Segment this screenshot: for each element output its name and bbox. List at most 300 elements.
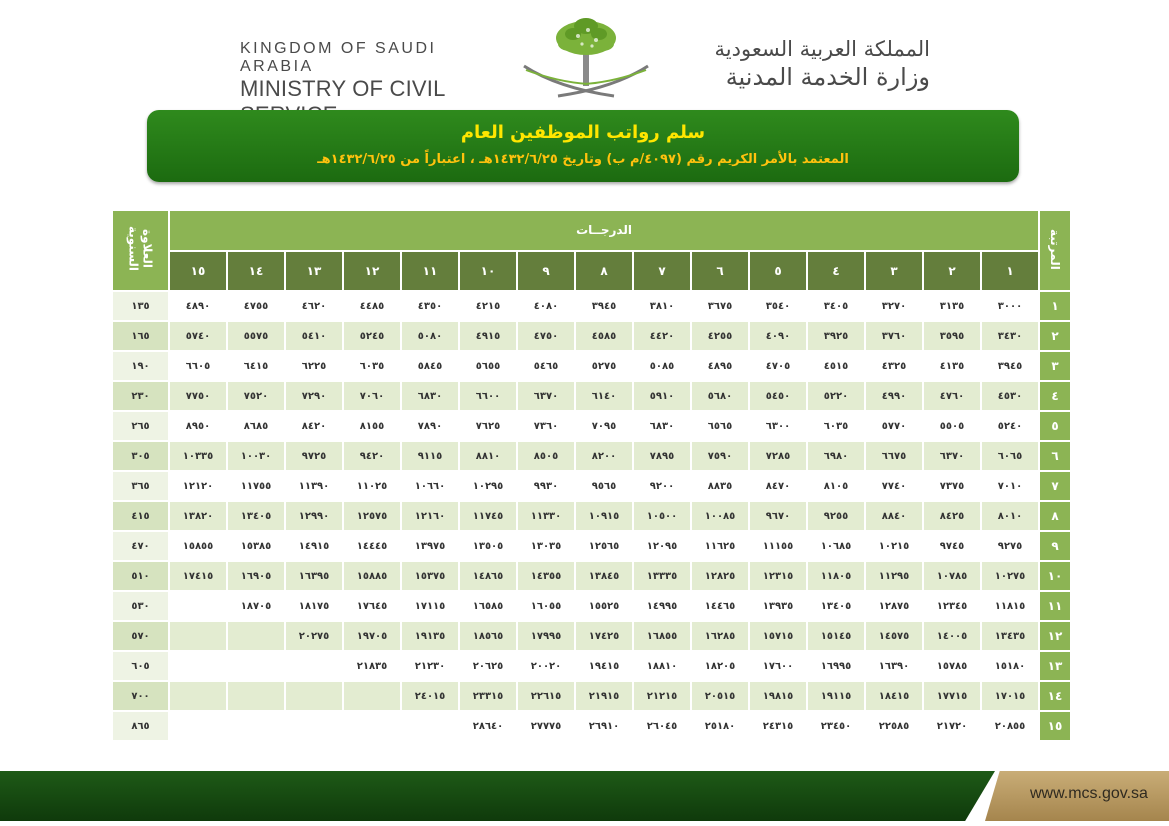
salary-cell: ١٧٧١٥ bbox=[924, 682, 980, 710]
salary-cell: ١٥١٤٥ bbox=[808, 622, 864, 650]
salary-cell: ٩٧٢٥ bbox=[286, 442, 342, 470]
banner-subtitle: المعتمد بالأمر الكريم رقم (٤٠٩٧/م ب) وتاريخ ١٤٣٢/٦/٢٥هـ ، اعتباراً من ١٤٣٢/٦/٢٥هـ bbox=[317, 152, 849, 167]
salary-cell: ٢١٩١٥ bbox=[576, 682, 632, 710]
salary-cell: ٩٩٣٠ bbox=[518, 472, 574, 500]
salary-cell: ٢٨٦٤٠ bbox=[460, 712, 516, 740]
salary-cell bbox=[170, 622, 226, 650]
salary-cell: ٧٣٦٠ bbox=[518, 412, 574, 440]
salary-cell: ٩٦٧٠ bbox=[750, 502, 806, 530]
salary-cell: ٧٧٥٠ bbox=[170, 382, 226, 410]
salary-cell: ١٦٣٩٠ bbox=[866, 652, 922, 680]
allowance-cell: ٨٦٥ bbox=[113, 712, 168, 740]
salary-cell: ٤٥١٥ bbox=[808, 352, 864, 380]
salary-cell: ١٢٣٤٥ bbox=[924, 592, 980, 620]
salary-cell: ١٣٤٣٥ bbox=[982, 622, 1038, 650]
grade-number-header: ١٣ bbox=[286, 252, 342, 291]
salary-cell: ٧٨٩٠ bbox=[402, 412, 458, 440]
salary-cell: ١٣٨٤٥ bbox=[576, 562, 632, 590]
rank-cell: ١ bbox=[1040, 292, 1070, 320]
salary-cell: ١٢٨٢٥ bbox=[692, 562, 748, 590]
rank-cell: ٩ bbox=[1040, 532, 1070, 560]
rank-cell: ٧ bbox=[1040, 472, 1070, 500]
salary-cell: ٣٩٢٥ bbox=[808, 322, 864, 350]
salary-cell: ٣٥٤٠ bbox=[750, 292, 806, 320]
salary-cell: ١٤٩١٥ bbox=[286, 532, 342, 560]
salary-cell: ١٣٠٣٥ bbox=[518, 532, 574, 560]
table-row bbox=[113, 652, 1070, 680]
salary-cell bbox=[286, 712, 342, 740]
salary-cell: ١٥٨٨٥ bbox=[344, 562, 400, 590]
salary-cell: ٤٣٢٥ bbox=[866, 352, 922, 380]
table-row bbox=[113, 382, 1070, 410]
salary-cell: ٣٥٩٥ bbox=[924, 322, 980, 350]
salary-cell: ١٧٠١٥ bbox=[982, 682, 1038, 710]
salary-cell: ٣٨١٠ bbox=[634, 292, 690, 320]
salary-cell: ٣٢٧٠ bbox=[866, 292, 922, 320]
salary-cell: ١٢٣١٥ bbox=[750, 562, 806, 590]
salary-cell: ٣٩٤٥ bbox=[576, 292, 632, 320]
salary-cell: ٥٨٤٥ bbox=[402, 352, 458, 380]
salary-cell: ٦٤١٥ bbox=[228, 352, 284, 380]
salary-cell: ٧٢٨٥ bbox=[750, 442, 806, 470]
table-row bbox=[113, 412, 1070, 440]
salary-cell bbox=[402, 712, 458, 740]
salary-cell: ٤٩٩٠ bbox=[866, 382, 922, 410]
salary-cell: ٧٦٢٥ bbox=[460, 412, 516, 440]
saudi-emblem-logo bbox=[518, 14, 654, 102]
salary-cell: ١١٧٤٥ bbox=[460, 502, 516, 530]
allowance-cell: ٣٦٥ bbox=[113, 472, 168, 500]
salary-cell: ١٨٧٠٥ bbox=[228, 592, 284, 620]
salary-cell: ٤٢٥٥ bbox=[692, 322, 748, 350]
salary-cell: ٧٥٢٠ bbox=[228, 382, 284, 410]
salary-cell: ٤٨٩٠ bbox=[170, 292, 226, 320]
salary-cell: ١٠٥٠٠ bbox=[634, 502, 690, 530]
salary-cell: ١٥٨٥٥ bbox=[170, 532, 226, 560]
table-row bbox=[113, 562, 1070, 590]
allowance-cell: ٥٣٠ bbox=[113, 592, 168, 620]
salary-cell: ٤٢١٥ bbox=[460, 292, 516, 320]
salary-cell: ١٢٩٩٠ bbox=[286, 502, 342, 530]
salary-cell: ١٦٣٩٥ bbox=[286, 562, 342, 590]
salary-cell: ٤٤٨٥ bbox=[344, 292, 400, 320]
salary-cell: ١٨٥٦٥ bbox=[460, 622, 516, 650]
rank-header-label: المرتبة bbox=[1048, 228, 1062, 270]
salary-cell bbox=[286, 652, 342, 680]
salary-cell: ١٩١٣٥ bbox=[402, 622, 458, 650]
salary-cell: ٤٩١٥ bbox=[460, 322, 516, 350]
rank-cell: ١٠ bbox=[1040, 562, 1070, 590]
salary-cell: ١١٢٩٥ bbox=[866, 562, 922, 590]
salary-cell: ٧٣٧٥ bbox=[924, 472, 980, 500]
salary-cell: ٤٠٩٠ bbox=[750, 322, 806, 350]
salary-cell: ٩٧٤٥ bbox=[924, 532, 980, 560]
salary-cell: ٥٤١٠ bbox=[286, 322, 342, 350]
salary-cell: ٢١٢١٥ bbox=[634, 682, 690, 710]
salary-cell: ٨٨٣٥ bbox=[692, 472, 748, 500]
salary-cell: ١١٨٠٥ bbox=[808, 562, 864, 590]
rank-cell: ١٣ bbox=[1040, 652, 1070, 680]
salary-cell: ١٣٥٠٥ bbox=[460, 532, 516, 560]
page-footer bbox=[0, 765, 1169, 826]
salary-cell: ٧٠١٠ bbox=[982, 472, 1038, 500]
salary-cell: ٢٦٠٤٥ bbox=[634, 712, 690, 740]
salary-cell: ٥٧٧٠ bbox=[866, 412, 922, 440]
salary-cell: ١١٣٩٠ bbox=[286, 472, 342, 500]
allowance-header-label: العلاوة السنوية bbox=[126, 226, 155, 272]
salary-cell: ١١١٥٥ bbox=[750, 532, 806, 560]
table-row bbox=[113, 472, 1070, 500]
table-row bbox=[113, 682, 1070, 710]
english-ministry-name: MINISTRY OF CIVIL bbox=[240, 76, 445, 101]
salary-cell: ٩٥٦٥ bbox=[576, 472, 632, 500]
page-header bbox=[0, 0, 1169, 105]
title-banner bbox=[147, 110, 1019, 182]
salary-cell bbox=[228, 712, 284, 740]
salary-cell: ٥٤٦٥ bbox=[518, 352, 574, 380]
salary-cell: ١٢١٢٠ bbox=[170, 472, 226, 500]
allowance-cell: ٤٧٠ bbox=[113, 532, 168, 560]
salary-cell: ١٩١١٥ bbox=[808, 682, 864, 710]
salary-cell: ٥٥٧٥ bbox=[228, 322, 284, 350]
salary-cell: ١٦٠٥٥ bbox=[518, 592, 574, 620]
salary-cell: ٢٥١٨٠ bbox=[692, 712, 748, 740]
allowance-cell: ٤١٥ bbox=[113, 502, 168, 530]
salary-cell: ١٠٢٧٥ bbox=[982, 562, 1038, 590]
salary-cell bbox=[286, 682, 342, 710]
salary-cell: ٥٢٤٠ bbox=[982, 412, 1038, 440]
grade-number-header: ١١ bbox=[402, 252, 458, 291]
salary-cell: ١٨٨١٠ bbox=[634, 652, 690, 680]
salary-cell: ١٩٧٠٥ bbox=[344, 622, 400, 650]
salary-cell: ١٧١١٥ bbox=[402, 592, 458, 620]
salary-cell: ١٧٤١٥ bbox=[170, 562, 226, 590]
salary-cell: ٦٠٣٥ bbox=[344, 352, 400, 380]
salary-cell: ٢٢٦١٥ bbox=[518, 682, 574, 710]
grade-number-header: ٩ bbox=[518, 252, 574, 291]
salary-cell: ٤٧٠٥ bbox=[750, 352, 806, 380]
salary-cell: ١١٧٥٥ bbox=[228, 472, 284, 500]
table-row bbox=[113, 442, 1070, 470]
grade-number-header: ١ bbox=[982, 252, 1038, 291]
salary-cell: ٦٥٦٥ bbox=[692, 412, 748, 440]
salary-cell: ١٠٦٨٥ bbox=[808, 532, 864, 560]
salary-cell: ١٤٣٥٥ bbox=[518, 562, 574, 590]
salary-cell: ١٣٨٢٠ bbox=[170, 502, 226, 530]
salary-cell bbox=[228, 622, 284, 650]
salary-cell: ١٥١٨٠ bbox=[982, 652, 1038, 680]
salary-cell: ٧٥٩٠ bbox=[692, 442, 748, 470]
grades-header: الدرجــات bbox=[170, 211, 1038, 250]
salary-cell: ٥٥٠٥ bbox=[924, 412, 980, 440]
allowance-cell: ١٣٥ bbox=[113, 292, 168, 320]
salary-cell: ٢٤٣١٥ bbox=[750, 712, 806, 740]
salary-cell: ٦١٤٠ bbox=[576, 382, 632, 410]
salary-cell: ٤٣٥٠ bbox=[402, 292, 458, 320]
salary-cell: ٢٢٥٨٥ bbox=[866, 712, 922, 740]
allowance-cell: ٧٠٠ bbox=[113, 682, 168, 710]
salary-cell: ٨٢٠٠ bbox=[576, 442, 632, 470]
salary-cell: ٧٠٦٠ bbox=[344, 382, 400, 410]
salary-cell: ٥٢٧٥ bbox=[576, 352, 632, 380]
salary-cell: ٤٥٣٠ bbox=[982, 382, 1038, 410]
salary-cell: ٣٩٤٥ bbox=[982, 352, 1038, 380]
salary-cell: ٣٠٠٠ bbox=[982, 292, 1038, 320]
allowance-cell: ٣٠٥ bbox=[113, 442, 168, 470]
salary-cell: ١٧٦٤٥ bbox=[344, 592, 400, 620]
table-row bbox=[113, 502, 1070, 530]
salary-cell: ١٦٥٨٥ bbox=[460, 592, 516, 620]
rank-cell: ٥ bbox=[1040, 412, 1070, 440]
salary-cell: ٧٧٤٠ bbox=[866, 472, 922, 500]
table-row bbox=[113, 322, 1070, 350]
allowance-cell: ٢٣٠ bbox=[113, 382, 168, 410]
salary-cell: ٩٢٥٥ bbox=[808, 502, 864, 530]
salary-cell: ١٦٨٥٥ bbox=[634, 622, 690, 650]
rank-cell: ١٤ bbox=[1040, 682, 1070, 710]
salary-cell: ١٠٢٩٥ bbox=[460, 472, 516, 500]
salary-cell: ٧٠٩٥ bbox=[576, 412, 632, 440]
salary-cell: ٥٦٥٥ bbox=[460, 352, 516, 380]
allowance-cell: ٥٧٠ bbox=[113, 622, 168, 650]
salary-cell: ٨٥٠٥ bbox=[518, 442, 574, 470]
grade-number-row bbox=[113, 252, 1070, 291]
salary-cell: ٦٢٢٥ bbox=[286, 352, 342, 380]
salary-cell: ٥٤٥٠ bbox=[750, 382, 806, 410]
salary-cell: ٦٦٠٥ bbox=[170, 352, 226, 380]
salary-cell: ٣١٣٥ bbox=[924, 292, 980, 320]
salary-cell: ١٢٨٧٥ bbox=[866, 592, 922, 620]
salary-cell: ١٣٤٠٥ bbox=[228, 502, 284, 530]
salary-cell: ١١٨١٥ bbox=[982, 592, 1038, 620]
salary-cell: ١٦٩٠٥ bbox=[228, 562, 284, 590]
salary-cell: ٦٦٠٠ bbox=[460, 382, 516, 410]
salary-cell bbox=[170, 592, 226, 620]
salary-cell: ٨٨٤٠ bbox=[866, 502, 922, 530]
salary-cell: ١٥٧٨٥ bbox=[924, 652, 980, 680]
grade-number-header: ١٥ bbox=[170, 252, 226, 291]
salary-cell: ١٥٣٧٥ bbox=[402, 562, 458, 590]
salary-cell bbox=[228, 652, 284, 680]
salary-cell: ٢٣٣١٥ bbox=[460, 682, 516, 710]
salary-cell: ١٥٧١٥ bbox=[750, 622, 806, 650]
allowance-cell: ١٩٠ bbox=[113, 352, 168, 380]
grade-number-header: ٣ bbox=[866, 252, 922, 291]
salary-cell: ٨٩٥٠ bbox=[170, 412, 226, 440]
salary-cell: ١٣٤٠٥ bbox=[808, 592, 864, 620]
salary-cell: ١٤٩٩٥ bbox=[634, 592, 690, 620]
salary-cell: ١٦٢٨٥ bbox=[692, 622, 748, 650]
salary-cell: ٧٨٩٥ bbox=[634, 442, 690, 470]
arabic-ministry-name: وزارة الخدمة المدنية bbox=[725, 63, 930, 91]
salary-cell: ٩٢٠٠ bbox=[634, 472, 690, 500]
allowance-header bbox=[113, 211, 168, 290]
arabic-country-name: المملكة العربية السعودية bbox=[714, 37, 930, 61]
allowance-cell: ٢٦٥ bbox=[113, 412, 168, 440]
salary-cell: ٦٣٠٠ bbox=[750, 412, 806, 440]
salary-cell bbox=[170, 712, 226, 740]
salary-cell: ١٦٩٩٥ bbox=[808, 652, 864, 680]
rank-cell: ٨ bbox=[1040, 502, 1070, 530]
rank-cell: ٤ bbox=[1040, 382, 1070, 410]
table-header-row bbox=[113, 211, 1070, 250]
salary-cell: ٦٠٦٥ bbox=[982, 442, 1038, 470]
salary-cell: ٤١٣٥ bbox=[924, 352, 980, 380]
salary-cell: ٥٧٤٠ bbox=[170, 322, 226, 350]
salary-cell: ٢٠٢٧٥ bbox=[286, 622, 342, 650]
salary-cell: ٤٧٦٠ bbox=[924, 382, 980, 410]
rank-cell: ٢ bbox=[1040, 322, 1070, 350]
salary-cell: ٩١١٥ bbox=[402, 442, 458, 470]
salary-cell: ١٧٤٢٥ bbox=[576, 622, 632, 650]
grade-number-header: ٥ bbox=[750, 252, 806, 291]
salary-cell: ٥٢٢٠ bbox=[808, 382, 864, 410]
salary-cell: ٨٤٢٥ bbox=[924, 502, 980, 530]
salary-cell: ١٤٤٤٥ bbox=[344, 532, 400, 560]
salary-cell: ٢١٧٢٠ bbox=[924, 712, 980, 740]
salary-cell: ٢١٨٣٥ bbox=[344, 652, 400, 680]
salary-cell: ١١٠٢٥ bbox=[344, 472, 400, 500]
salary-cell: ٤٨٩٥ bbox=[692, 352, 748, 380]
rank-header bbox=[1040, 211, 1070, 290]
salary-cell: ٢٠٦٢٥ bbox=[460, 652, 516, 680]
table-row bbox=[113, 532, 1070, 560]
allowance-cell: ٥١٠ bbox=[113, 562, 168, 590]
grade-number-header: ٨ bbox=[576, 252, 632, 291]
footer-green-band bbox=[0, 771, 995, 821]
grade-number-header: ٢ bbox=[924, 252, 980, 291]
salary-cell: ٥٦٨٠ bbox=[692, 382, 748, 410]
grade-number-header: ٤ bbox=[808, 252, 864, 291]
salary-cell: ١٥٣٨٥ bbox=[228, 532, 284, 560]
salary-cell: ١٥٥٢٥ bbox=[576, 592, 632, 620]
arabic-title-block bbox=[640, 36, 930, 92]
table-row bbox=[113, 712, 1070, 740]
salary-cell: ١٩٨١٥ bbox=[750, 682, 806, 710]
salary-cell: ٧٢٩٠ bbox=[286, 382, 342, 410]
salary-cell: ١٠٠٣٠ bbox=[228, 442, 284, 470]
salary-cell: ٤٠٨٠ bbox=[518, 292, 574, 320]
salary-cell: ١٠٧٨٥ bbox=[924, 562, 980, 590]
salary-cell: ١٢٠٩٥ bbox=[634, 532, 690, 560]
salary-scale-table bbox=[111, 209, 1072, 742]
salary-cell: ١٠٣٣٥ bbox=[170, 442, 226, 470]
salary-cell: ٩٤٢٠ bbox=[344, 442, 400, 470]
salary-cell: ٢١٢٣٠ bbox=[402, 652, 458, 680]
rank-cell: ١٥ bbox=[1040, 712, 1070, 740]
salary-cell: ٢٠٨٥٥ bbox=[982, 712, 1038, 740]
salary-cell: ٨٦٨٥ bbox=[228, 412, 284, 440]
salary-cell: ٦٩٨٠ bbox=[808, 442, 864, 470]
salary-cell: ١٩٤١٥ bbox=[576, 652, 632, 680]
salary-cell: ١٨٤١٥ bbox=[866, 682, 922, 710]
salary-cell: ٤٥٨٥ bbox=[576, 322, 632, 350]
salary-cell: ٣٤٣٠ bbox=[982, 322, 1038, 350]
salary-cell: ٨١٠٥ bbox=[808, 472, 864, 500]
salary-cell: ١٣٩٣٥ bbox=[750, 592, 806, 620]
salary-cell: ٢٤٠١٥ bbox=[402, 682, 458, 710]
salary-cell: ٩٢٧٥ bbox=[982, 532, 1038, 560]
salary-cell bbox=[228, 682, 284, 710]
table-row bbox=[113, 622, 1070, 650]
salary-cell: ١٠٠٨٥ bbox=[692, 502, 748, 530]
salary-cell: ١٢٥٦٥ bbox=[576, 532, 632, 560]
grade-number-header: ١٠ bbox=[460, 252, 516, 291]
salary-cell: ١٤٠٠٥ bbox=[924, 622, 980, 650]
salary-cell: ١٠٩١٥ bbox=[576, 502, 632, 530]
salary-cell: ١٤٤٦٥ bbox=[692, 592, 748, 620]
salary-cell: ٣٤٠٥ bbox=[808, 292, 864, 320]
salary-cell: ٦٣٧٠ bbox=[924, 442, 980, 470]
allowance-cell: ٦٠٥ bbox=[113, 652, 168, 680]
salary-cell: ١٨١٧٥ bbox=[286, 592, 342, 620]
salary-cell: ١١٣٣٠ bbox=[518, 502, 574, 530]
salary-cell: ٥٢٤٥ bbox=[344, 322, 400, 350]
salary-cell bbox=[170, 652, 226, 680]
salary-cell: ١٢٥٧٥ bbox=[344, 502, 400, 530]
table-row bbox=[113, 292, 1070, 320]
grade-number-header: ١٢ bbox=[344, 252, 400, 291]
salary-cell: ٨٨١٠ bbox=[460, 442, 516, 470]
salary-cell bbox=[344, 682, 400, 710]
salary-cell: ٢٣٤٥٠ bbox=[808, 712, 864, 740]
rank-cell: ١١ bbox=[1040, 592, 1070, 620]
salary-cell: ٢٧٧٧٥ bbox=[518, 712, 574, 740]
salary-cell: ٨٤٢٠ bbox=[286, 412, 342, 440]
salary-cell: ١٤٨٦٥ bbox=[460, 562, 516, 590]
rank-cell: ٣ bbox=[1040, 352, 1070, 380]
salary-cell: ٥٠٨٠ bbox=[402, 322, 458, 350]
salary-cell: ١٠٦٦٠ bbox=[402, 472, 458, 500]
salary-cell: ٢٠٥١٥ bbox=[692, 682, 748, 710]
salary-cell: ٦٨٣٠ bbox=[402, 382, 458, 410]
salary-cell: ٦٦٧٥ bbox=[866, 442, 922, 470]
salary-cell: ٦٠٣٥ bbox=[808, 412, 864, 440]
salary-cell: ٤٧٥٠ bbox=[518, 322, 574, 350]
salary-cell: ١٧٦٠٠ bbox=[750, 652, 806, 680]
salary-cell bbox=[170, 682, 226, 710]
salary-cell: ١٧٩٩٥ bbox=[518, 622, 574, 650]
website-link[interactable]: www.mcs.gov.sa bbox=[1030, 785, 1148, 802]
salary-cell: ٢٦٩١٠ bbox=[576, 712, 632, 740]
salary-cell: ٤٤٢٠ bbox=[634, 322, 690, 350]
salary-cell: ١٢١٦٠ bbox=[402, 502, 458, 530]
grade-number-header: ٦ bbox=[692, 252, 748, 291]
rank-cell: ٦ bbox=[1040, 442, 1070, 470]
allowance-cell: ١٦٥ bbox=[113, 322, 168, 350]
salary-cell: ١٣٩٧٥ bbox=[402, 532, 458, 560]
banner-title: سلم رواتب الموظفين العام bbox=[460, 122, 706, 143]
salary-cell: ١٠٢١٥ bbox=[866, 532, 922, 560]
english-country-name: KINGDOM OF SAUDI ARABIA bbox=[240, 40, 437, 75]
salary-cell: ١٨٢٠٥ bbox=[692, 652, 748, 680]
grade-number-header: ٧ bbox=[634, 252, 690, 291]
salary-cell: ٨٠١٠ bbox=[982, 502, 1038, 530]
salary-cell: ٥٩١٠ bbox=[634, 382, 690, 410]
salary-cell: ١١٦٢٥ bbox=[692, 532, 748, 560]
rank-cell: ١٢ bbox=[1040, 622, 1070, 650]
salary-cell: ٦٨٣٠ bbox=[634, 412, 690, 440]
salary-cell: ١٣٣٣٥ bbox=[634, 562, 690, 590]
salary-cell: ٤٧٥٥ bbox=[228, 292, 284, 320]
salary-cell: ١٤٥٧٥ bbox=[866, 622, 922, 650]
salary-cell: ٢٠٠٢٠ bbox=[518, 652, 574, 680]
salary-cell: ٨١٥٥ bbox=[344, 412, 400, 440]
table-row bbox=[113, 592, 1070, 620]
salary-cell: ٥٠٨٥ bbox=[634, 352, 690, 380]
salary-cell: ٦٣٧٠ bbox=[518, 382, 574, 410]
salary-cell: ٤٦٢٠ bbox=[286, 292, 342, 320]
